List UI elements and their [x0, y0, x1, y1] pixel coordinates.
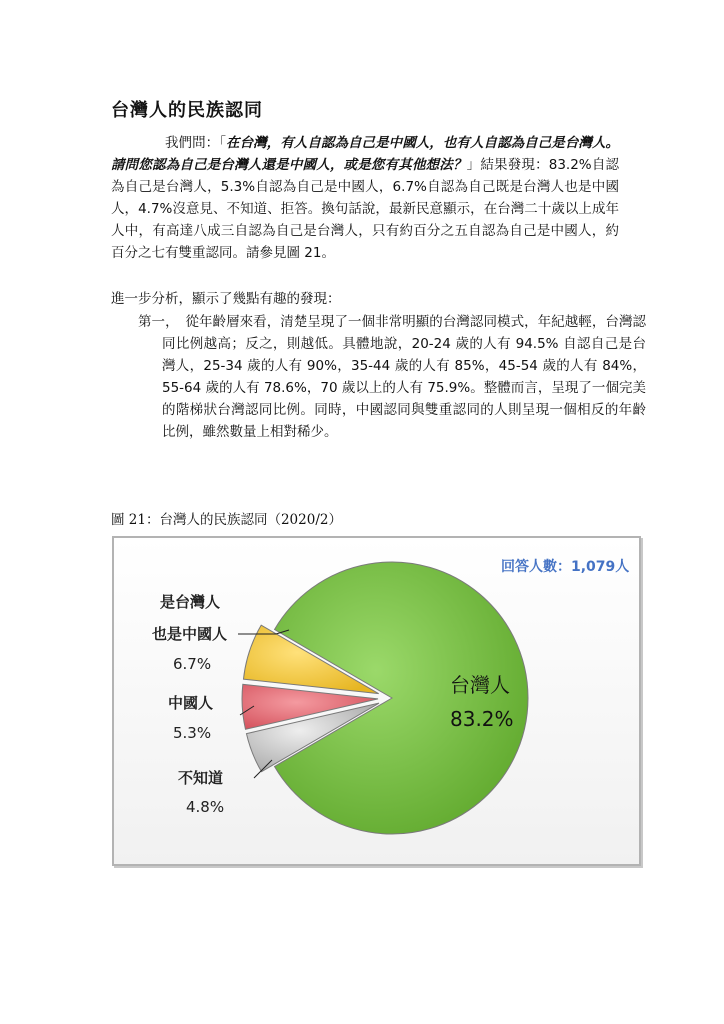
- pie-chart: [114, 538, 639, 864]
- respondents-count: 回答人數：1,079人: [501, 559, 630, 575]
- chart-label: 不知道: [178, 769, 224, 787]
- chart-label: 台灣人: [450, 673, 510, 697]
- p1-rest: 」結果發現：83.2%自認為自己是台灣人，5.3%自認為自己是中國人，6.7%自認為自己既是台灣人也是中國人，4.7%沒意見、不知道、拒答。換句話說，最新民意顯示，在台灣二十歲以上成年人中，有高達八成三自認為自己是台灣人，只有約百分之五自認為自己是中國人，約百分之七有雙重認同。請參見圖 21。: [111, 157, 619, 261]
- paragraph-survey-result: [111, 132, 619, 264]
- chart-label: 6.7%: [173, 655, 212, 673]
- chart-label: 4.8%: [186, 798, 225, 816]
- chart-label: 83.2%: [450, 707, 514, 731]
- page-title: 台灣人的民族認同: [111, 100, 263, 121]
- paragraph-first-finding: 第一， 從年齡層來看，清楚呈現了一個非常明顯的台灣認同模式，年紀越輕，台灣認同比例越高；反之，則越低。具體地說，20-24 歲的人有 94.5% 自認自己是台灣人，25-34 歲的人有 90%，35-44 歲的人有 85%，45-54 歲的人有 84%，55-64 歲的人有 78.6%，70 歲以上的人有 75.9%。整體而言，呈現了一個完美的階梯狀台灣認同比例。同時，中國認同與雙重認同的人則呈現一個相反的年齡比例，雖然數量上相對稀少。: [138, 314, 646, 440]
- figure-caption: 圖 21：台灣人的民族認同（2020/2）: [111, 512, 342, 528]
- chart-label: 是台灣人: [160, 593, 221, 611]
- pie-chart-frame: [112, 536, 641, 866]
- chart-label: 也是中國人: [152, 625, 228, 643]
- chart-label: 中國人: [168, 694, 214, 712]
- survey-question: 在台灣，有人自認為自己是中國人，也有人自認為自己是台灣人。請問您認為自己是台灣人還是中國人，或是您有其他想法？: [111, 135, 619, 173]
- chart-label: 5.3%: [173, 724, 212, 742]
- p1-lead: 我們問：「: [165, 135, 227, 151]
- paragraph-analysis-intro: 進一步分析，顯示了幾點有趣的發現：: [111, 291, 341, 307]
